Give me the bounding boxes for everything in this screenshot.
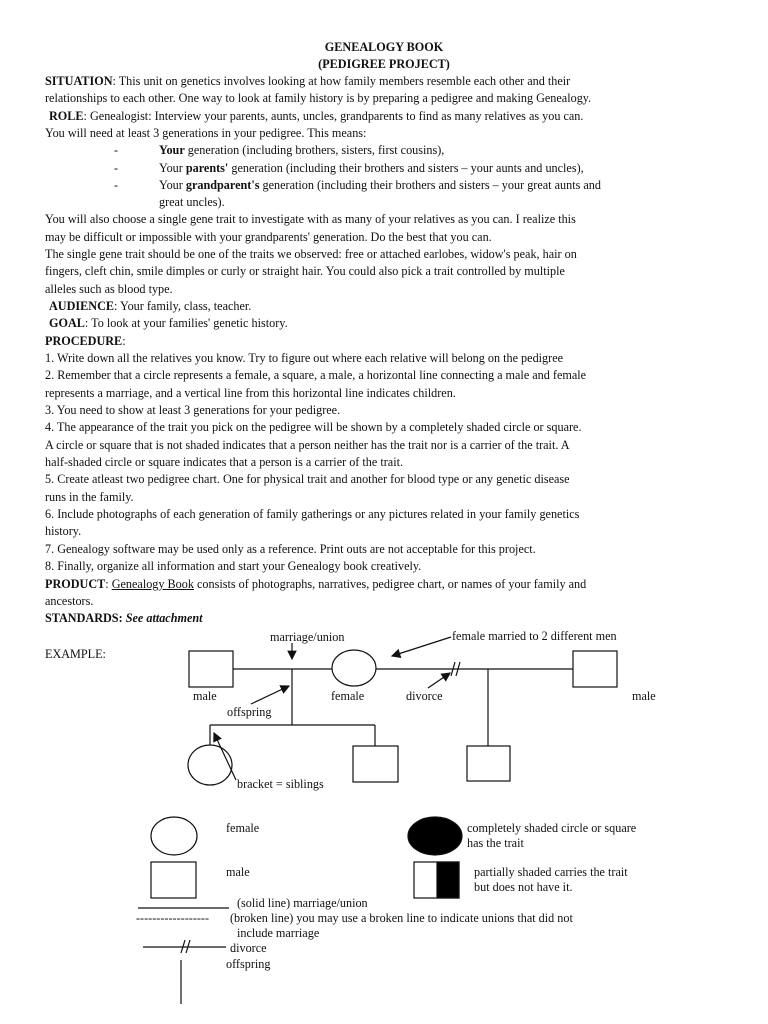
arrow [214, 733, 236, 780]
legend-shaded-label-1: completely shaded circle or square [467, 821, 637, 835]
product-line-1: PRODUCT: Genealogy Book consists of photographs, narratives, pedigree chart, or names of your family and [45, 577, 587, 591]
situation-line-2: relationships to each other. One way to look at family history is by preparing a pedigree and making Genealogy. [45, 91, 592, 105]
procedure-line: history. [45, 524, 82, 538]
generation-item-continued: great uncles). [159, 195, 225, 209]
legend-offspring-label: offspring [226, 957, 271, 971]
legend-broken-line-label-1: (broken line) you may use a broken line to indicate unions that did not [230, 911, 573, 925]
male-square-right [573, 651, 617, 687]
legend-male-label: male [226, 865, 250, 879]
female-circle-child [188, 745, 232, 785]
legend-shaded-label-2: has the trait [467, 836, 524, 850]
legend-partial-label-1: partially shaded carries the trait [474, 865, 628, 879]
procedure-line: 1. Write down all the relatives you know. Try to figure out where each relative will belong on the pedigree [45, 351, 564, 365]
procedure-line: represents a marriage, and a vertical line from this horizontal line indicates children. [45, 386, 456, 400]
female-mid-label: female [331, 689, 365, 703]
arrow [251, 686, 289, 704]
procedure-line: 2. Remember that a circle represents a female, a square, a male, a horizontal line connecting a male and female [45, 368, 587, 382]
situation-line-1: SITUATION: This unit on genetics involves looking at how family members resemble each other and their [45, 74, 571, 88]
legend-divorce-label: divorce [230, 941, 267, 955]
procedure-line: 8. Finally, organize all information and start your Genealogy book creatively. [45, 559, 422, 573]
generation-dash: - [114, 143, 119, 157]
arrow [392, 637, 451, 656]
legend-partial-label-2: but does not have it. [474, 880, 573, 894]
standards-line: STANDARDS: See attachment [45, 611, 203, 625]
procedure-line: 3. You need to show at least 3 generations for your pedigree. [45, 403, 341, 417]
male-square-left [189, 651, 233, 687]
legend-male-square [151, 862, 196, 898]
procedure-line: 7. Genealogy software may be used only as a reference. Print outs are not acceptable for this project. [45, 542, 536, 556]
legend-female-circle [151, 817, 197, 855]
male-square-child [467, 746, 510, 781]
generation-item: Your parents' generation (including their brothers and sisters – your aunts and uncles), [159, 161, 584, 175]
female-married-label: female married to 2 different men [452, 629, 617, 643]
trait-line: may be difficult or impossible with your grandparents' generation. Do the best that you can. [45, 230, 492, 244]
procedure-line: 4. The appearance of the trait you pick on the pedigree will be shown by a completely shaded circle or square. [45, 420, 582, 434]
procedure-line: 5. Create atleast two pedigree chart. One for physical trait and another for blood type or any genetic disease [45, 472, 570, 486]
role-line-1: ROLE: Genealogist: Interview your parents, aunts, uncles, grandparents to find as many relatives as you can. [49, 109, 584, 123]
bracket-siblings-label: bracket = siblings [237, 777, 324, 791]
male-square-child [353, 746, 398, 782]
legend-partial-square-fill [437, 862, 459, 898]
procedure-heading: PROCEDURE: [45, 334, 126, 348]
male-right-label: male [632, 689, 656, 703]
female-circle [332, 650, 376, 686]
generation-dash: - [114, 161, 119, 175]
procedure-line: 6. Include photographs of each generation of family gatherings or any pictures related in your family genetics [45, 507, 580, 521]
trait-line: alleles such as blood type. [45, 282, 173, 296]
trait-line: The single gene trait should be one of the traits we observed: free or attached earlobes, widow's peak, hair on [45, 247, 577, 261]
procedure-line: half-shaded circle or square indicates that a person is a carrier of the trait. [45, 455, 404, 469]
generation-dash: - [114, 178, 119, 192]
page-title: GENEALOGY BOOK [324, 40, 444, 54]
legend-broken-line-label-2: include marriage [237, 926, 320, 940]
generation-item: Your grandparent's generation (including their brothers and sisters – your great aunts and [159, 178, 601, 192]
legend-solid-line-label: (solid line) marriage/union [237, 896, 368, 910]
legend-female-label: female [226, 821, 260, 835]
audience-line: AUDIENCE: Your family, class, teacher. [49, 299, 252, 313]
male-left-label: male [193, 689, 217, 703]
page-subtitle: (PEDIGREE PROJECT) [318, 57, 450, 71]
example-label: EXAMPLE: [45, 647, 106, 661]
marriage-union-label: marriage/union [270, 630, 345, 644]
arrow [428, 673, 450, 688]
legend-shaded-circle [408, 817, 462, 855]
procedure-line: A circle or square that is not shaded indicates that a person neither has the trait nor is a carrier of the trait. A [45, 438, 570, 452]
role-line-2: You will need at least 3 generations in your pedigree. This means: [45, 126, 367, 140]
legend-broken-dashes: ------------------ [136, 911, 210, 925]
offspring-label: offspring [227, 705, 272, 719]
divorce-label: divorce [406, 689, 443, 703]
procedure-line: runs in the family. [45, 490, 134, 504]
trait-line: fingers, cleft chin, smile dimples or curly or straight hair. You could also pick a trait controlled by multiple [45, 264, 565, 278]
goal-line: GOAL: To look at your families' genetic history. [49, 316, 288, 330]
trait-line: You will also choose a single gene trait to investigate with as many of your relatives as you can. I realize this [45, 212, 576, 226]
generation-item: Your generation (including brothers, sisters, first cousins), [159, 143, 445, 157]
product-line-2: ancestors. [45, 594, 94, 608]
